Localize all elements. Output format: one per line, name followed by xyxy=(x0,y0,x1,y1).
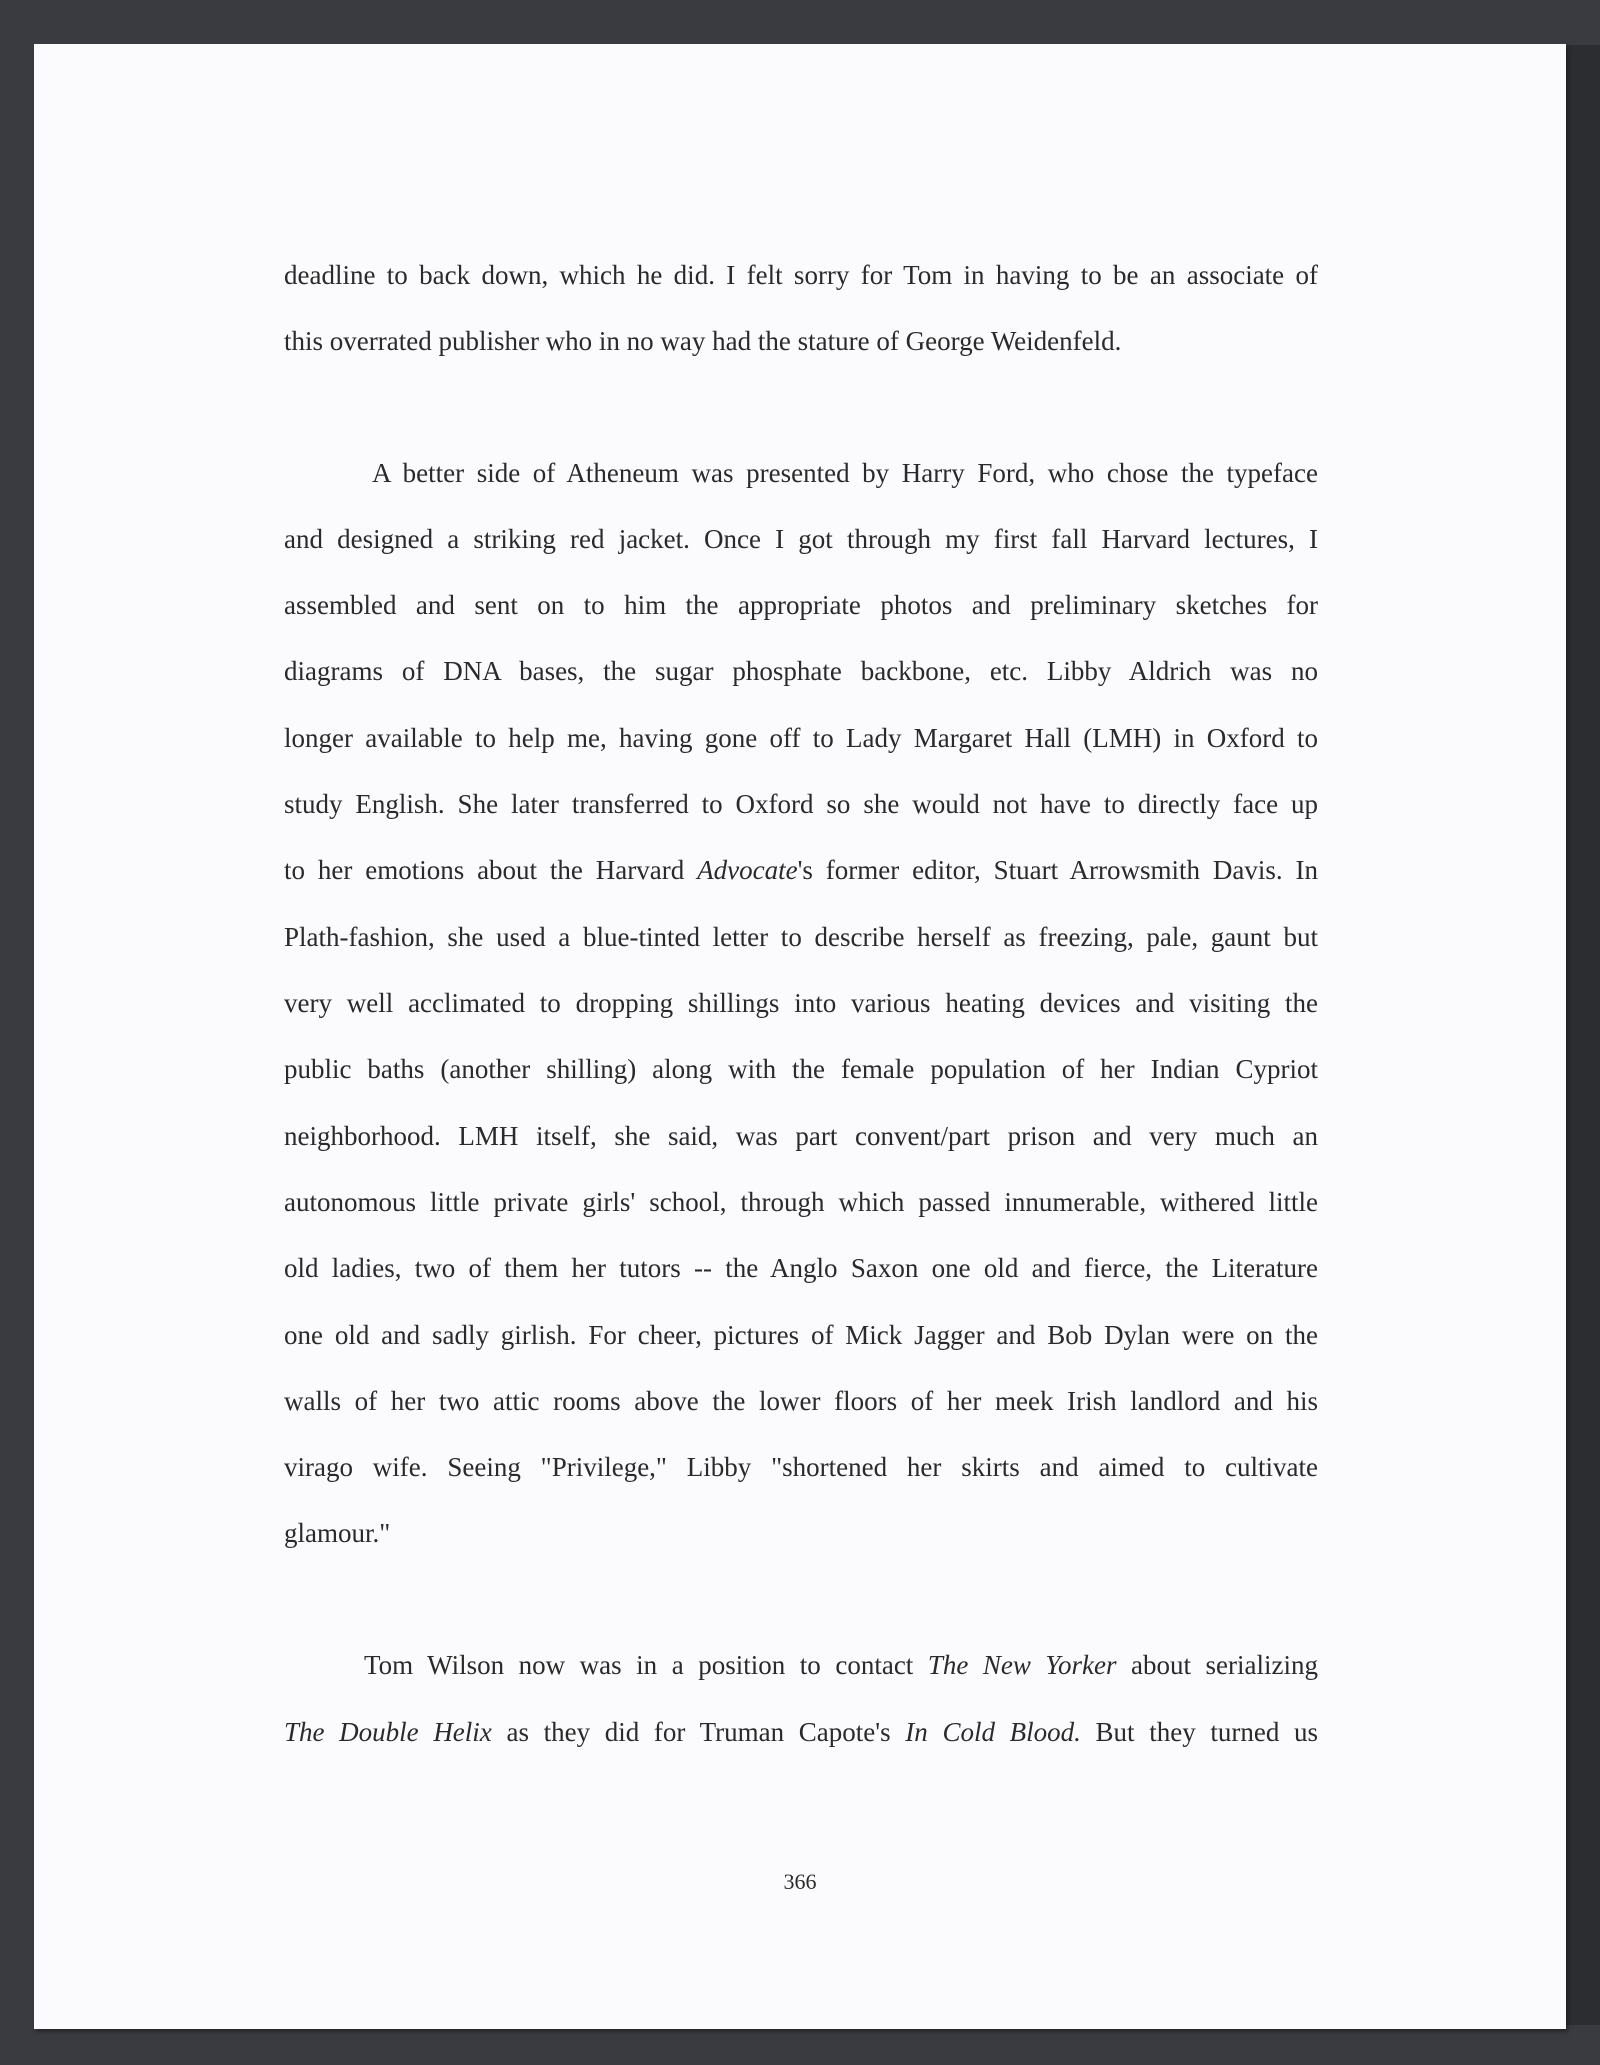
text-line: The Double Helix as they did for Truman Capote's In Cold Blood. But they turned us xyxy=(284,1717,1319,1747)
text-line: very well acclimated to dropping shillings into various heating devices and visiting the xyxy=(284,988,1318,1018)
text-line: this overrated publisher who in no way had the stature of George Weidenfeld. xyxy=(284,326,1122,356)
text-line: longer available to help me, having gone off to Lady Margaret Hall (LMH) in Oxford to xyxy=(284,723,1318,753)
text-line: neighborhood. LMH itself, she said, was part convent/part prison and very much an xyxy=(284,1121,1318,1151)
text-line: autonomous little private girls' school, through which passed innumerable, withered little xyxy=(284,1187,1318,1217)
text-line: study English. She later transferred to Oxford so she would not have to directly face up xyxy=(284,789,1318,819)
paragraph-start-line: Tom Wilson now was in a position to contact The New Yorker about serializing xyxy=(364,1650,1318,1680)
text-line: one old and sadly girlish. For cheer, pictures of Mick Jagger and Bob Dylan were on the xyxy=(284,1320,1318,1350)
text-line: public baths (another shilling) along with the female population of her Indian Cypriot xyxy=(284,1054,1318,1084)
background-edge xyxy=(1566,45,1600,2025)
page-number: 366 xyxy=(783,1869,817,1894)
text-line: deadline to back down, which he did. I felt sorry for Tom in having to be an associate of xyxy=(284,260,1318,290)
text-line: walls of her two attic rooms above the lower floors of her meek Irish landlord and his xyxy=(284,1386,1318,1416)
text-line: and designed a striking red jacket. Once I got through my first fall Harvard lectures, I xyxy=(284,524,1318,554)
text-line: glamour." xyxy=(284,1518,391,1548)
text-line: virago wife. Seeing "Privilege," Libby "shortened her skirts and aimed to cultivate xyxy=(284,1452,1318,1482)
text-line: old ladies, two of them her tutors -- the Anglo Saxon one old and fierce, the Literature xyxy=(284,1253,1318,1283)
text-line: diagrams of DNA bases, the sugar phosphate backbone, etc. Libby Aldrich was no xyxy=(284,656,1318,686)
text-line: to her emotions about the Harvard Advocate's former editor, Stuart Arrowsmith Davis. In xyxy=(284,855,1318,885)
text-line: assembled and sent on to him the appropriate photos and preliminary sketches for xyxy=(284,590,1318,620)
paragraph-start-line: A better side of Atheneum was presented by Harry Ford, who chose the typeface xyxy=(372,458,1318,488)
text-line: Plath-fashion, she used a blue-tinted letter to describe herself as freezing, pale, gaunt but xyxy=(284,922,1318,952)
